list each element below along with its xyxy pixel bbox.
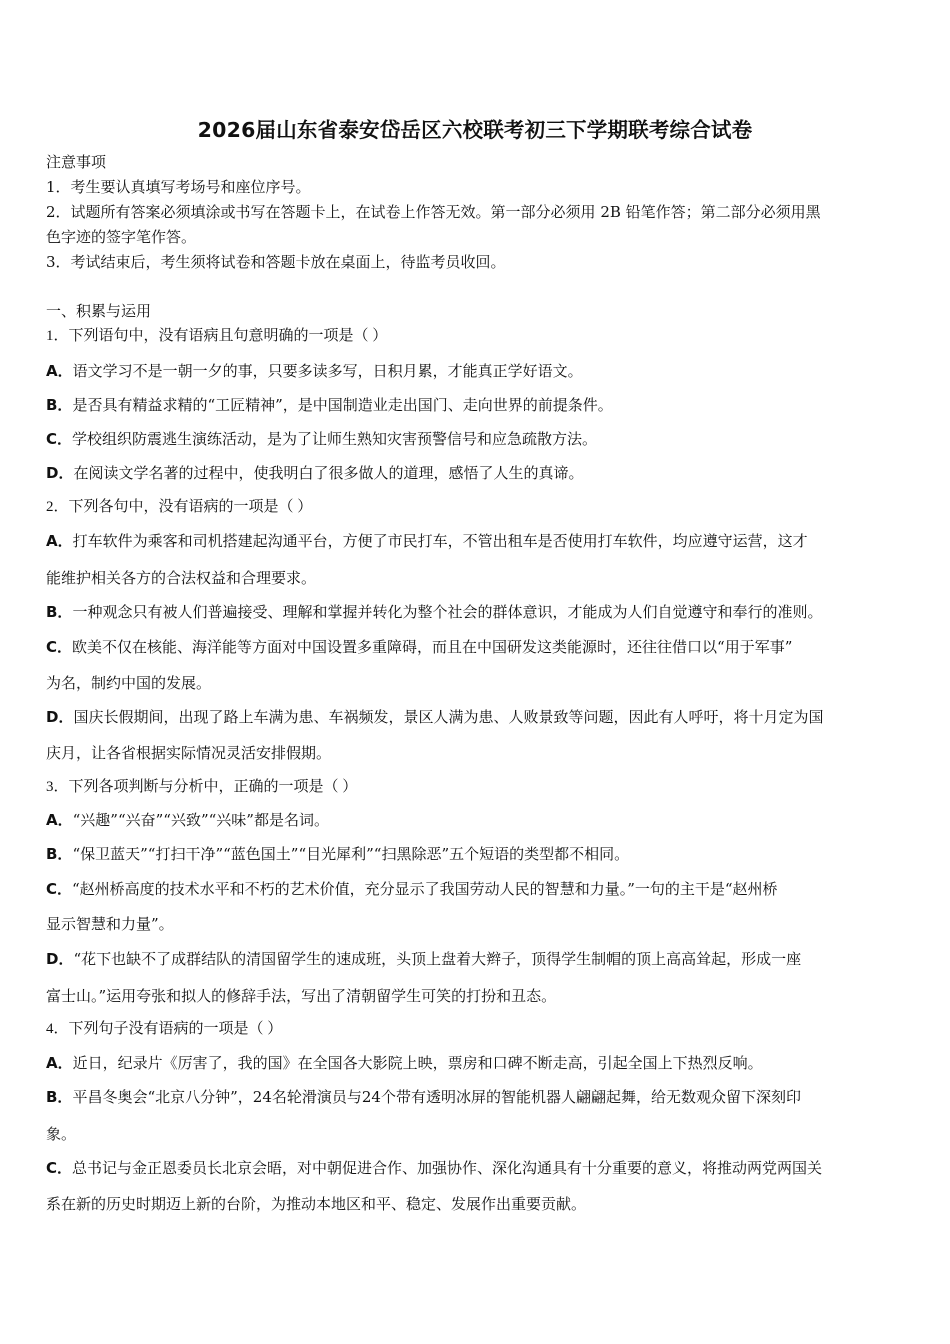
option-c: [46, 637, 908, 657]
option-text: 总书记与金正恩委员长北京会晤，对中朝促进合作、加强协作、深化沟通具有十分重要的意义，将推动两党两国关: [72, 1159, 823, 1177]
option-d-continued: 庆月，让各省根据实际情况灵活安排假期。: [46, 744, 332, 762]
option-text: 打车软件为乘客和司机搭建起沟通平台，方便了市民打车，不管出租车是否使用打车软件，均应遵守运营，这才: [72, 532, 808, 550]
option-d: [46, 463, 908, 483]
notice-item: 色字迹的签字笔作答。: [46, 228, 197, 246]
option-text: “兴趣”“兴奋”“兴致”“兴味”都是名词。: [72, 811, 329, 829]
option-a: [46, 361, 908, 381]
option-d-continued: 富士山。”运用夸张和拟人的修辞手法，写出了清朝留学生可笑的打扮和丑态。: [46, 987, 557, 1005]
option-b: [46, 1087, 908, 1107]
option-c: [46, 429, 908, 449]
option-c: [46, 879, 908, 899]
option-label: C．: [46, 430, 73, 448]
option-label: D．: [46, 950, 74, 968]
option-b-continued: 象。: [46, 1125, 77, 1143]
option-b: [46, 844, 908, 864]
option-label: A．: [46, 362, 73, 380]
option-label: B．: [46, 603, 73, 621]
option-text: 一种观念只有被人们普遍接受、理解和掌握并转化为整个社会的群体意识，才能成为人们自觉遵守和奉行的准则。: [72, 603, 823, 621]
option-label: A．: [46, 1054, 73, 1072]
question-stem: 2．下列各句中，没有语病的一项是（ ）: [46, 499, 313, 515]
option-c-continued: 为名，制约中国的发展。: [46, 674, 212, 692]
option-text: “花下也缺不了成群结队的清国留学生的速成班，头顶上盘着大辫子，顶得学生制帽的顶上高高耸起，形成一座: [73, 950, 802, 968]
option-label: A．: [46, 811, 73, 829]
option-c-continued: 系在新的历史时期迈上新的台阶，为推动本地区和平、稳定、发展作出重要贡献。: [46, 1195, 587, 1213]
notice-item: 3．考试结束后，考生须将试卷和答题卡放在桌面上，待监考员收回。: [46, 253, 506, 271]
option-label: C．: [46, 880, 73, 898]
option-text: 学校组织防震逃生演练活动，是为了让师生熟知灾害预警信号和应急疏散方法。: [72, 430, 598, 448]
option-c: [46, 1158, 908, 1178]
question-stem: 4．下列句子没有语病的一项是（ ）: [46, 1021, 283, 1037]
option-a: [46, 810, 908, 830]
option-label: C．: [46, 1159, 73, 1177]
notice-heading: 注意事项: [46, 153, 107, 171]
option-d: [46, 949, 908, 969]
question-stem: 3．下列各项判断与分析中，正确的一项是（ ）: [46, 779, 358, 795]
option-b: [46, 602, 908, 622]
option-text: 平昌冬奥会“北京八分钟”，24名轮滑演员与24个带有透明冰屏的智能机器人翩翩起舞，给无数观众留下深刻印: [72, 1088, 801, 1106]
notice-item: 1．考生要认真填写考场号和座位序号。: [46, 178, 311, 196]
exam-title: 2026届山东省泰安岱岳区六校联考初三下学期联考综合试卷: [197, 118, 753, 142]
option-label: B．: [46, 1088, 73, 1106]
option-text: 语文学习不是一朝一夕的事，只要多读多写，日积月累，才能真正学好语文。: [72, 362, 583, 380]
question-stem: 1．下列语句中，没有语病且句意明确的一项是（ ）: [46, 328, 388, 344]
option-label: D．: [46, 464, 74, 482]
option-label: A．: [46, 532, 73, 550]
option-b: [46, 395, 908, 415]
option-label: C．: [46, 638, 73, 656]
option-text: 欧美不仅在核能、海洋能等方面对中国设置多重障碍，而且在中国研发这类能源时，还往往借口以“用于军事”: [72, 638, 793, 656]
option-text: “赵州桥高度的技术水平和不朽的艺术价值，充分显示了我国劳动人民的智慧和力量。”一句的主干是“赵州桥: [72, 880, 778, 898]
option-d: [46, 707, 908, 727]
option-text: “保卫蓝天”“打扫干净”“蓝色国土”“目光犀利”“扫黑除恶”五个短语的类型都不相同。: [72, 845, 630, 863]
option-text: 国庆长假期间，出现了路上车满为患、车祸频发，景区人满为患、人败景致等问题，因此有人呼吁，将十月定为国: [73, 708, 824, 726]
option-c-continued: 显示智慧和力量”。: [46, 915, 174, 933]
option-a: [46, 1053, 908, 1073]
option-text: 是否具有精益求精的“工匠精神”，是中国制造业走出国门、走向世界的前提条件。: [72, 396, 613, 414]
section-heading: 一、积累与运用: [46, 302, 152, 320]
option-a-continued: 能维护相关各方的合法权益和合理要求。: [46, 569, 317, 587]
option-label: B．: [46, 396, 73, 414]
option-text: 近日，纪录片《厉害了，我的国》在全国各大影院上映，票房和口碑不断走高，引起全国上下热烈反响。: [72, 1054, 763, 1072]
option-text: 在阅读文学名著的过程中，使我明白了很多做人的道理，感悟了人生的真谛。: [73, 464, 584, 482]
option-label: B．: [46, 845, 73, 863]
notice-item: 2．试题所有答案必须填涂或书写在答题卡上，在试卷上作答无效。第一部分必须用 2B 铅笔作答；第二部分必须用黑: [46, 203, 821, 221]
option-label: D．: [46, 708, 74, 726]
option-a: [46, 531, 908, 551]
